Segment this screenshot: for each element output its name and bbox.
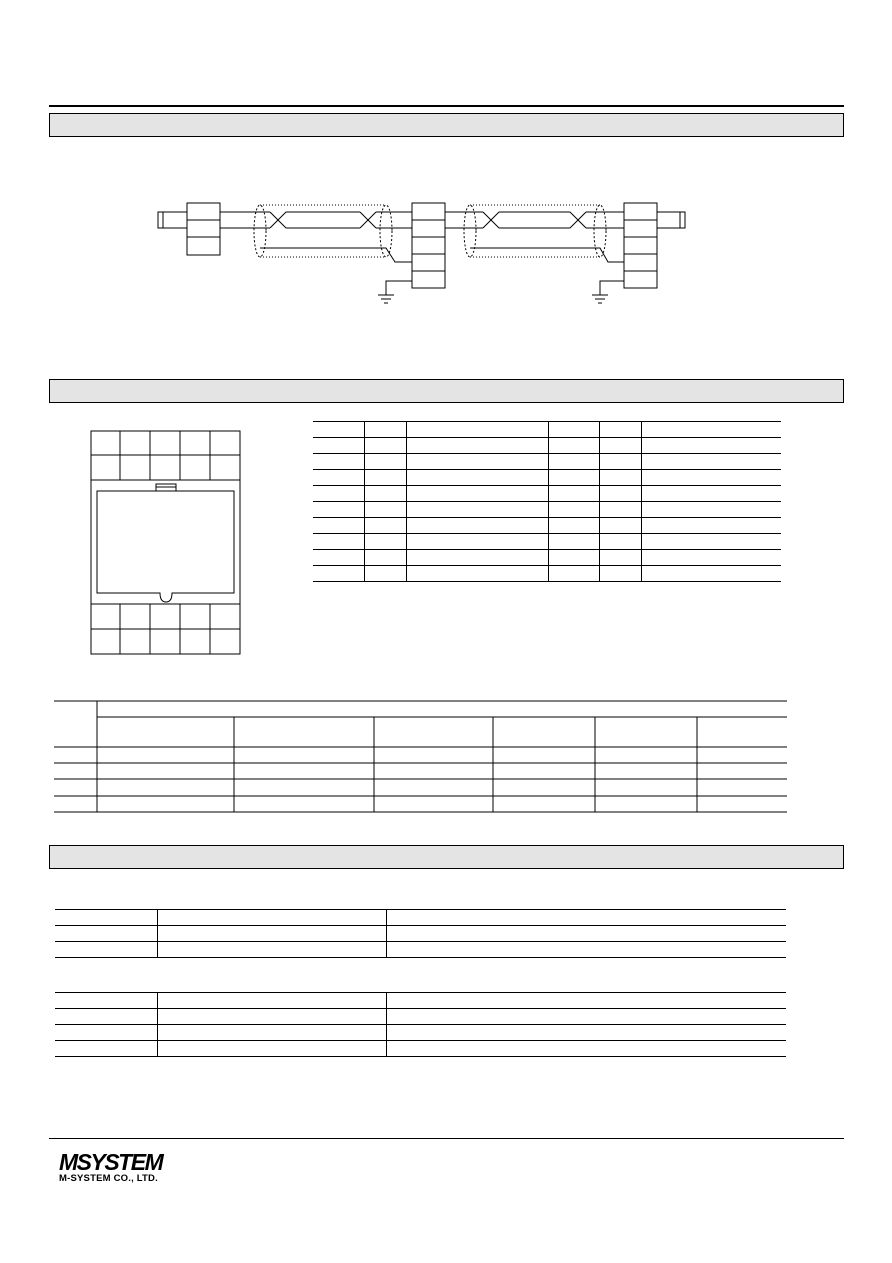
section-bar-wiring [49, 113, 844, 137]
msystem-logo [59, 1150, 189, 1174]
company-name: M-SYSTEM CO., LTD. [59, 1173, 158, 1184]
table-row [55, 942, 786, 958]
terminal-block-icon [624, 203, 657, 288]
table-row [55, 993, 786, 1009]
table-row [313, 470, 781, 486]
register-table-1 [55, 909, 786, 958]
table-row [313, 438, 781, 454]
table-row [55, 910, 786, 926]
table-row [55, 1009, 786, 1025]
ground-icon [378, 281, 412, 303]
table-row [313, 550, 781, 566]
table-row [55, 1025, 786, 1041]
table-row [55, 926, 786, 942]
section-bar-terminal [49, 379, 844, 403]
table-row [55, 1041, 786, 1057]
end-plug-icon [158, 212, 163, 228]
table-row [313, 518, 781, 534]
shielded-cable-icon [254, 205, 412, 262]
logo-text: MSYSTEM [59, 1150, 163, 1174]
table-row [313, 502, 781, 518]
spec-table [54, 700, 790, 816]
table-row [313, 566, 781, 582]
table-row [313, 534, 781, 550]
terminal-assignment-table [313, 421, 781, 582]
section-bar-registers [49, 845, 844, 869]
table-row [313, 454, 781, 470]
wiring-diagram [150, 195, 700, 310]
ground-icon [592, 281, 624, 303]
shielded-cable-icon [464, 205, 624, 262]
table-row [313, 486, 781, 502]
table-row [313, 422, 781, 438]
terminal-block-icon [187, 203, 220, 255]
footer-rule [49, 1138, 844, 1139]
register-table-2 [55, 992, 786, 1057]
terminal-block-icon [412, 203, 445, 288]
terminal-layout-diagram [90, 430, 242, 656]
end-plug-icon [680, 212, 685, 228]
header-rule [49, 105, 844, 107]
